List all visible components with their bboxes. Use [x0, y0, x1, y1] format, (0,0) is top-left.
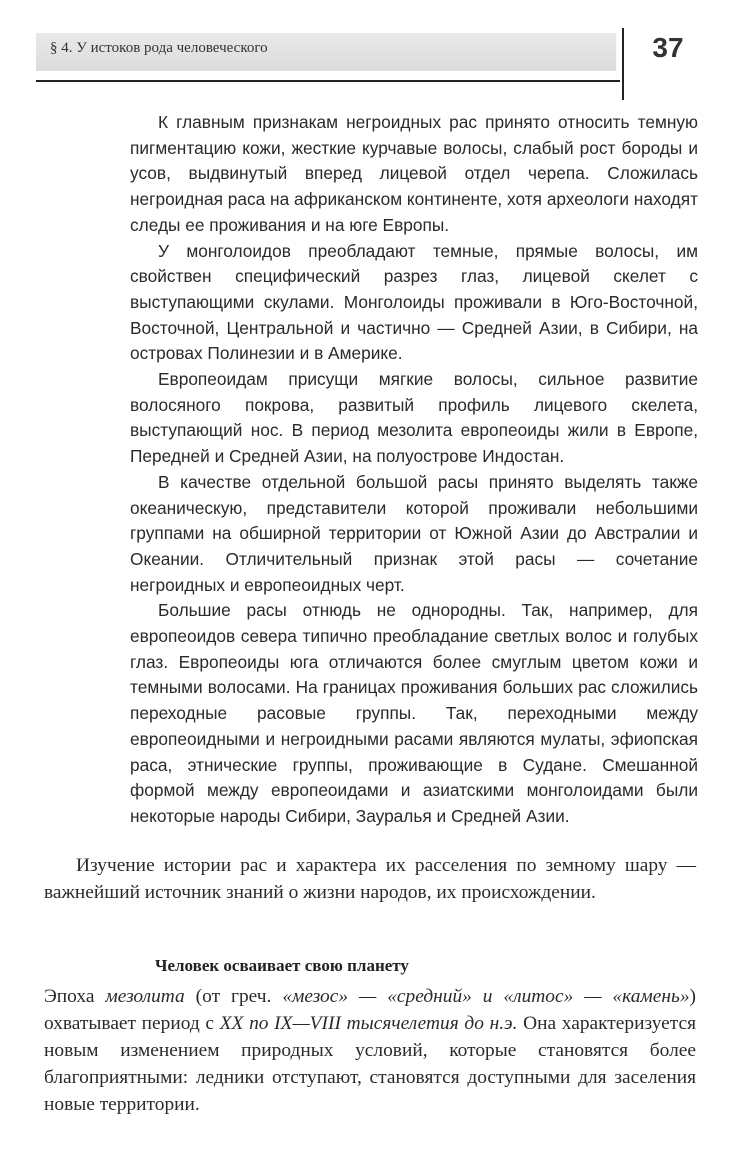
- date-range: XX по IX—VIII тысячелетия до н.э.: [219, 1013, 518, 1034]
- page-number: 37: [652, 32, 684, 63]
- header-rule: [36, 80, 620, 82]
- etymology: «мезос» — «средний» и «литос» — «камень»: [282, 986, 690, 1007]
- mesolithic-paragraph: [44, 983, 696, 1118]
- mesolithic-block: [44, 983, 696, 1118]
- paragraph-europeoid: Европеоидам присущи мягкие волосы, сильное развитие волосяного покрова, развитый профиль лицевого скелета, выступающий нос. В период мезолита европеоиды жили в Европе, Передней и Средней Азии, на полуострове Индостан.: [130, 369, 698, 467]
- header-divider: [622, 28, 624, 100]
- text-run: Эпоха: [44, 986, 106, 1007]
- term-mesolithic: мезолита: [105, 986, 185, 1007]
- race-descriptions: [130, 110, 698, 830]
- section-heading: Человек осваивает свою планету: [155, 956, 409, 975]
- summary-block: [44, 852, 696, 906]
- text-run: ) охватывает период с: [44, 986, 696, 1034]
- running-header: § 4. У истоков рода человеческого: [50, 40, 268, 56]
- paragraph-heterogeneity: Большие расы отнюдь не однородны. Так, например, для европеоидов севера типично преобладание светлых волос и голубых глаз. Европеоиды юга отличаются более смуглым цветом кожи и темными волосами. На границах проживания больших рас сложились переходные расовые группы. Так, переходными между европеоидными и негроидными расами являются мулаты, эфиопская раса, этнические группы, проживающие в Судане. Смешанной формой между европеоидами и азиатскими монголоидами были некоторые народы Сибири, Зауралья и Средней Азии.: [130, 600, 698, 826]
- paragraph-oceanic: В качестве отдельной большой расы принято выделять также океаническую, представители которой проживали небольшими группами на обширной территории от Южной Азии до Австралии и Океании. Отличительный признак этой расы — сочетание негроидных и европеоидных черт.: [130, 471, 698, 595]
- paragraph-mongoloid: У монголоидов преобладают темные, прямые волосы, им свойствен специфический разрез глаз, лицевой скелет с выступающими скулами. Монголоиды проживали в Юго-Восточной, Восточной, Центральной и частично — Средней Азии, в Сибири, на островах Полинезии и в Америке.: [130, 240, 698, 364]
- text-run: (от греч.: [184, 986, 283, 1007]
- paragraph-negroid: К главным признакам негроидных рас принято относить темную пигментацию кожи, жесткие курчавые волосы, слабый рост бороды и усов, выдвинутый вперед лицевой отдел черепа. Сложилась негроидная раса на африканском континенте, хотя археологи находят следы ее проживания и на юге Европы.: [130, 112, 698, 235]
- summary-paragraph: Изучение истории рас и характера их расселения по земному шару — важнейший источник знаний о жизни народов, их происхождении.: [44, 855, 696, 903]
- text-run: Она характеризуется новым изменением природных условий, которые становятся более благоприятными: ледники отступают, становятся доступными для заселения новые территории.: [44, 1013, 696, 1115]
